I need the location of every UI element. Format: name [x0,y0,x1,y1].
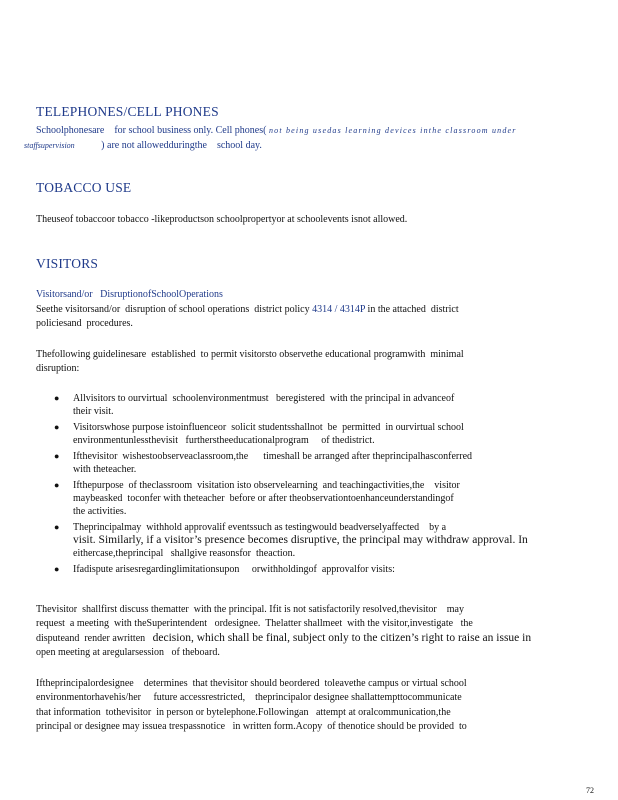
list-item [54,521,574,560]
tobacco-body: Theuseof tobaccoor tobacco -likeproductson schoolpropertyor at schoolevents isnot allowed. [36,214,408,225]
policy-line-1-end: in the attached district [365,304,459,315]
dispute-line-2: request a meeting with theSuperintendent ordesignee. Thelatter shallmeet with the visitor,investigate the [36,618,473,629]
telephones-line-1 [36,124,517,138]
guidelines-line-2: disruption: [36,363,80,374]
dispute-line-1: Thevisitor shallfirst discuss thematter with the principal. Ifit is not satisfactorily resolved,thevisitor may [36,604,464,615]
telephones-line-1-text: Schoolphonesare for school business only. Cell phones( [36,125,267,136]
leave-line-4: principal or designee may issuea trespassnotice in written form.Acopy of thenotice should be provided to [36,721,467,732]
visitors-subheading: Visitorsand/or DisruptionofSchoolOperations [36,289,223,300]
list-item-line: environmentunlessthevisit furtherstheeducationalprogram of thedistrict. [73,435,375,446]
telephones-line-2-text: ) are not allowedduringthe school day. [101,140,262,151]
list-item-line: the activities. [73,506,127,517]
dispute-line-3-big: decision, which shall be final, subject only to the citizen’s right to raise an issue in [152,632,532,644]
page-number: 72 [586,786,594,795]
list-item-line: eithercase,theprincipal shallgive reasonsfor theaction. [73,548,296,559]
telephones-heading: TELEPHONES/CELL PHONES [36,104,219,119]
list-item [54,450,574,476]
policy-line-1 [36,303,459,317]
visitors-heading: VISITORS [36,256,99,271]
list-item [54,479,574,518]
list-item-line: ● Ifthepurpose of theclassroom visitation isto observelearning and teachingactivities,the visitor [73,480,460,491]
list-item-line: visit. Similarly, if a visitor’s presence becomes disruptive, the principal may withdraw approval. In [73,534,528,546]
list-item-line: ● Ifadispute arisesregardinglimitationsupon orwithholdingof approvalfor visits: [73,564,395,575]
guidelines-list [54,392,574,579]
list-item-line: ● Theprincipalmay withhold approvalif eventssuch as testingwould beadverselyaffected by a [73,522,447,533]
list-item-line: ● Visitorswhose purpose istoinfluenceor solicit studentsshallnot be permitted in ourvirtual school [73,422,464,433]
list-item [54,421,574,447]
list-item-line: ● Allvisitors to ourvirtual schoolenvironmentmust beregistered with the principal in advanceof [73,393,455,404]
dispute-line-3-start: disputeand render awritten [36,633,153,644]
leave-line-3: that information tothevisitor in person or bytelephone.Followingan attempt at oralcommunication,the [36,707,451,718]
list-item-line: maybeasked toconfer with theteacher before or after theobservationtoenhanceunderstandingof [73,493,454,504]
telephones-line-1-italic: not being usedas learning devices inthe classroom under [268,126,517,135]
telephones-line-2-italic: staffsupervision [24,141,75,150]
policy-line-2: policiesand procedures. [36,318,133,329]
dispute-line-4: open meeting at aregularsession of theboard. [36,647,220,658]
guidelines-line-1: Thefollowing guidelinesare established to permit visitorsto observethe educational programwith minimal [36,349,464,360]
list-item [54,563,574,576]
policy-number-link[interactable]: 4314 / 4314P [312,304,366,315]
telephones-line-2 [24,139,262,153]
list-item [54,392,574,418]
leave-line-1: Iftheprincipalordesignee determines that thevisitor should beordered toleavethe campus or virtual school [36,678,467,689]
leave-line-2: environmentorhavehis/her future accessrestricted, theprincipalor designee shallattempttocommunicate [36,692,462,703]
dispute-line-3 [36,631,531,646]
policy-line-1-start: Seethe visitorsand/or disruption of school operations district policy [36,304,313,315]
list-item-line: ● Ifthevisitor wishestoobserveaclassroom,the timeshall be arranged after theprincipalhasconferred [73,451,473,462]
list-item-line: their visit. [73,406,114,417]
tobacco-heading: TOBACCO USE [36,180,132,195]
list-item-line: with theteacher. [73,464,137,475]
